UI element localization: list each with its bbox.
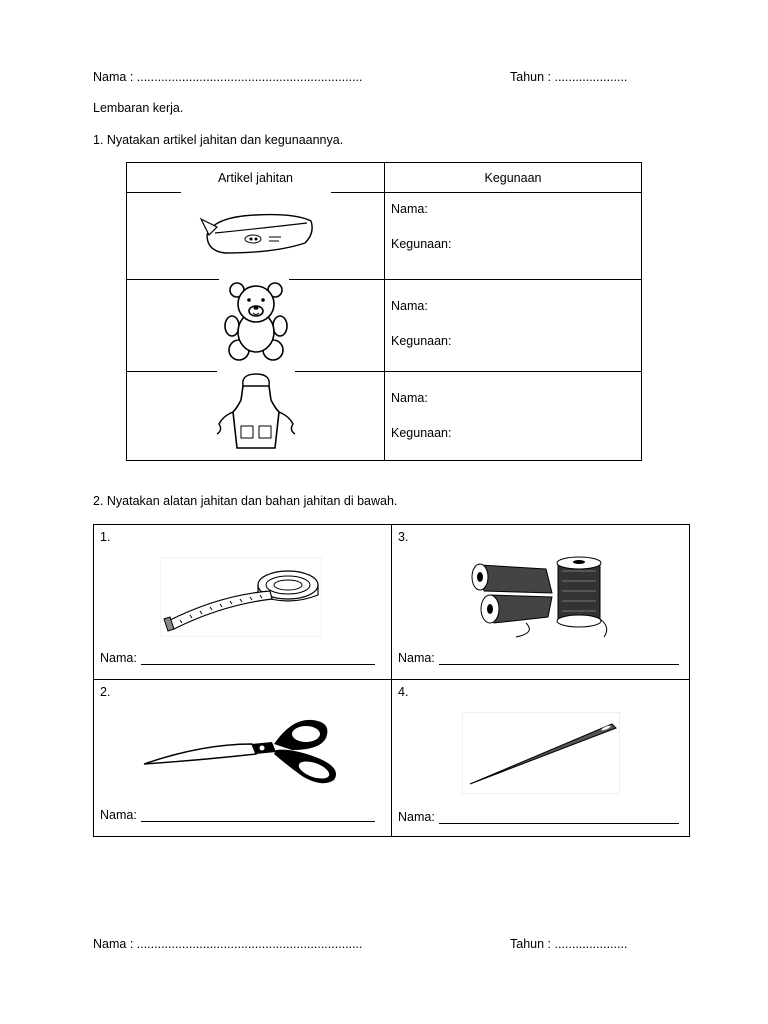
- articles-table: [126, 162, 642, 461]
- kegunaan-label: Kegunaan:: [391, 425, 452, 440]
- kegunaan-label: Kegunaan:: [391, 333, 452, 348]
- article-info-cell: [385, 193, 642, 280]
- answer-blank: [141, 820, 375, 822]
- footer-tahun: Tahun : .....................: [510, 937, 628, 951]
- article-info-cell: [385, 280, 642, 372]
- measuring-tape-icon: [160, 557, 322, 637]
- answer-blank: [439, 663, 679, 665]
- tool-cell: [392, 525, 690, 680]
- col-header-article: Artikel jahitan: [127, 163, 385, 193]
- pencil-case-icon: [195, 205, 319, 265]
- article-image-cell: [127, 280, 385, 372]
- question-2: 2. Nyatakan alatan jahitan dan bahan jahitan di bawah.: [93, 494, 398, 508]
- question-1: 1. Nyatakan artikel jahitan dan kegunaannya.: [93, 133, 344, 147]
- nama-label: Nama:: [391, 299, 428, 313]
- header-nama: Nama : .................................................................: [93, 70, 363, 84]
- item-number: 4.: [398, 685, 409, 699]
- worksheet-intro: Lembaran kerja.: [93, 101, 184, 115]
- article-image-cell: [127, 372, 385, 461]
- item-number: 3.: [398, 530, 409, 544]
- tool-cell: [392, 680, 690, 837]
- nama-label: Nama:: [398, 651, 435, 665]
- article-image-cell: [127, 193, 385, 280]
- item-number: 2.: [100, 685, 111, 699]
- nama-label: Nama:: [100, 651, 137, 665]
- teddy-bear-icon: [223, 280, 289, 362]
- header-tahun: Tahun : .....................: [510, 70, 628, 84]
- article-info-cell: [385, 372, 642, 461]
- thread-spools-icon: [466, 553, 616, 639]
- tool-cell: [94, 680, 392, 837]
- nama-label: Nama:: [398, 810, 435, 824]
- answer-blank: [439, 822, 679, 824]
- tool-cell: [94, 525, 392, 680]
- apron-icon: [213, 372, 299, 456]
- answer-blank: [141, 663, 375, 665]
- nama-label: Nama:: [100, 808, 137, 822]
- scissors-icon: [142, 714, 342, 788]
- nama-label: Nama:: [391, 202, 428, 216]
- footer-nama: Nama : .................................................................: [93, 937, 363, 951]
- kegunaan-label: Kegunaan:: [391, 236, 452, 251]
- col-header-use: Kegunaan: [385, 163, 642, 193]
- nama-label: Nama:: [391, 391, 428, 405]
- item-number: 1.: [100, 530, 111, 544]
- tools-table: [93, 524, 690, 837]
- needle-icon: [462, 712, 620, 794]
